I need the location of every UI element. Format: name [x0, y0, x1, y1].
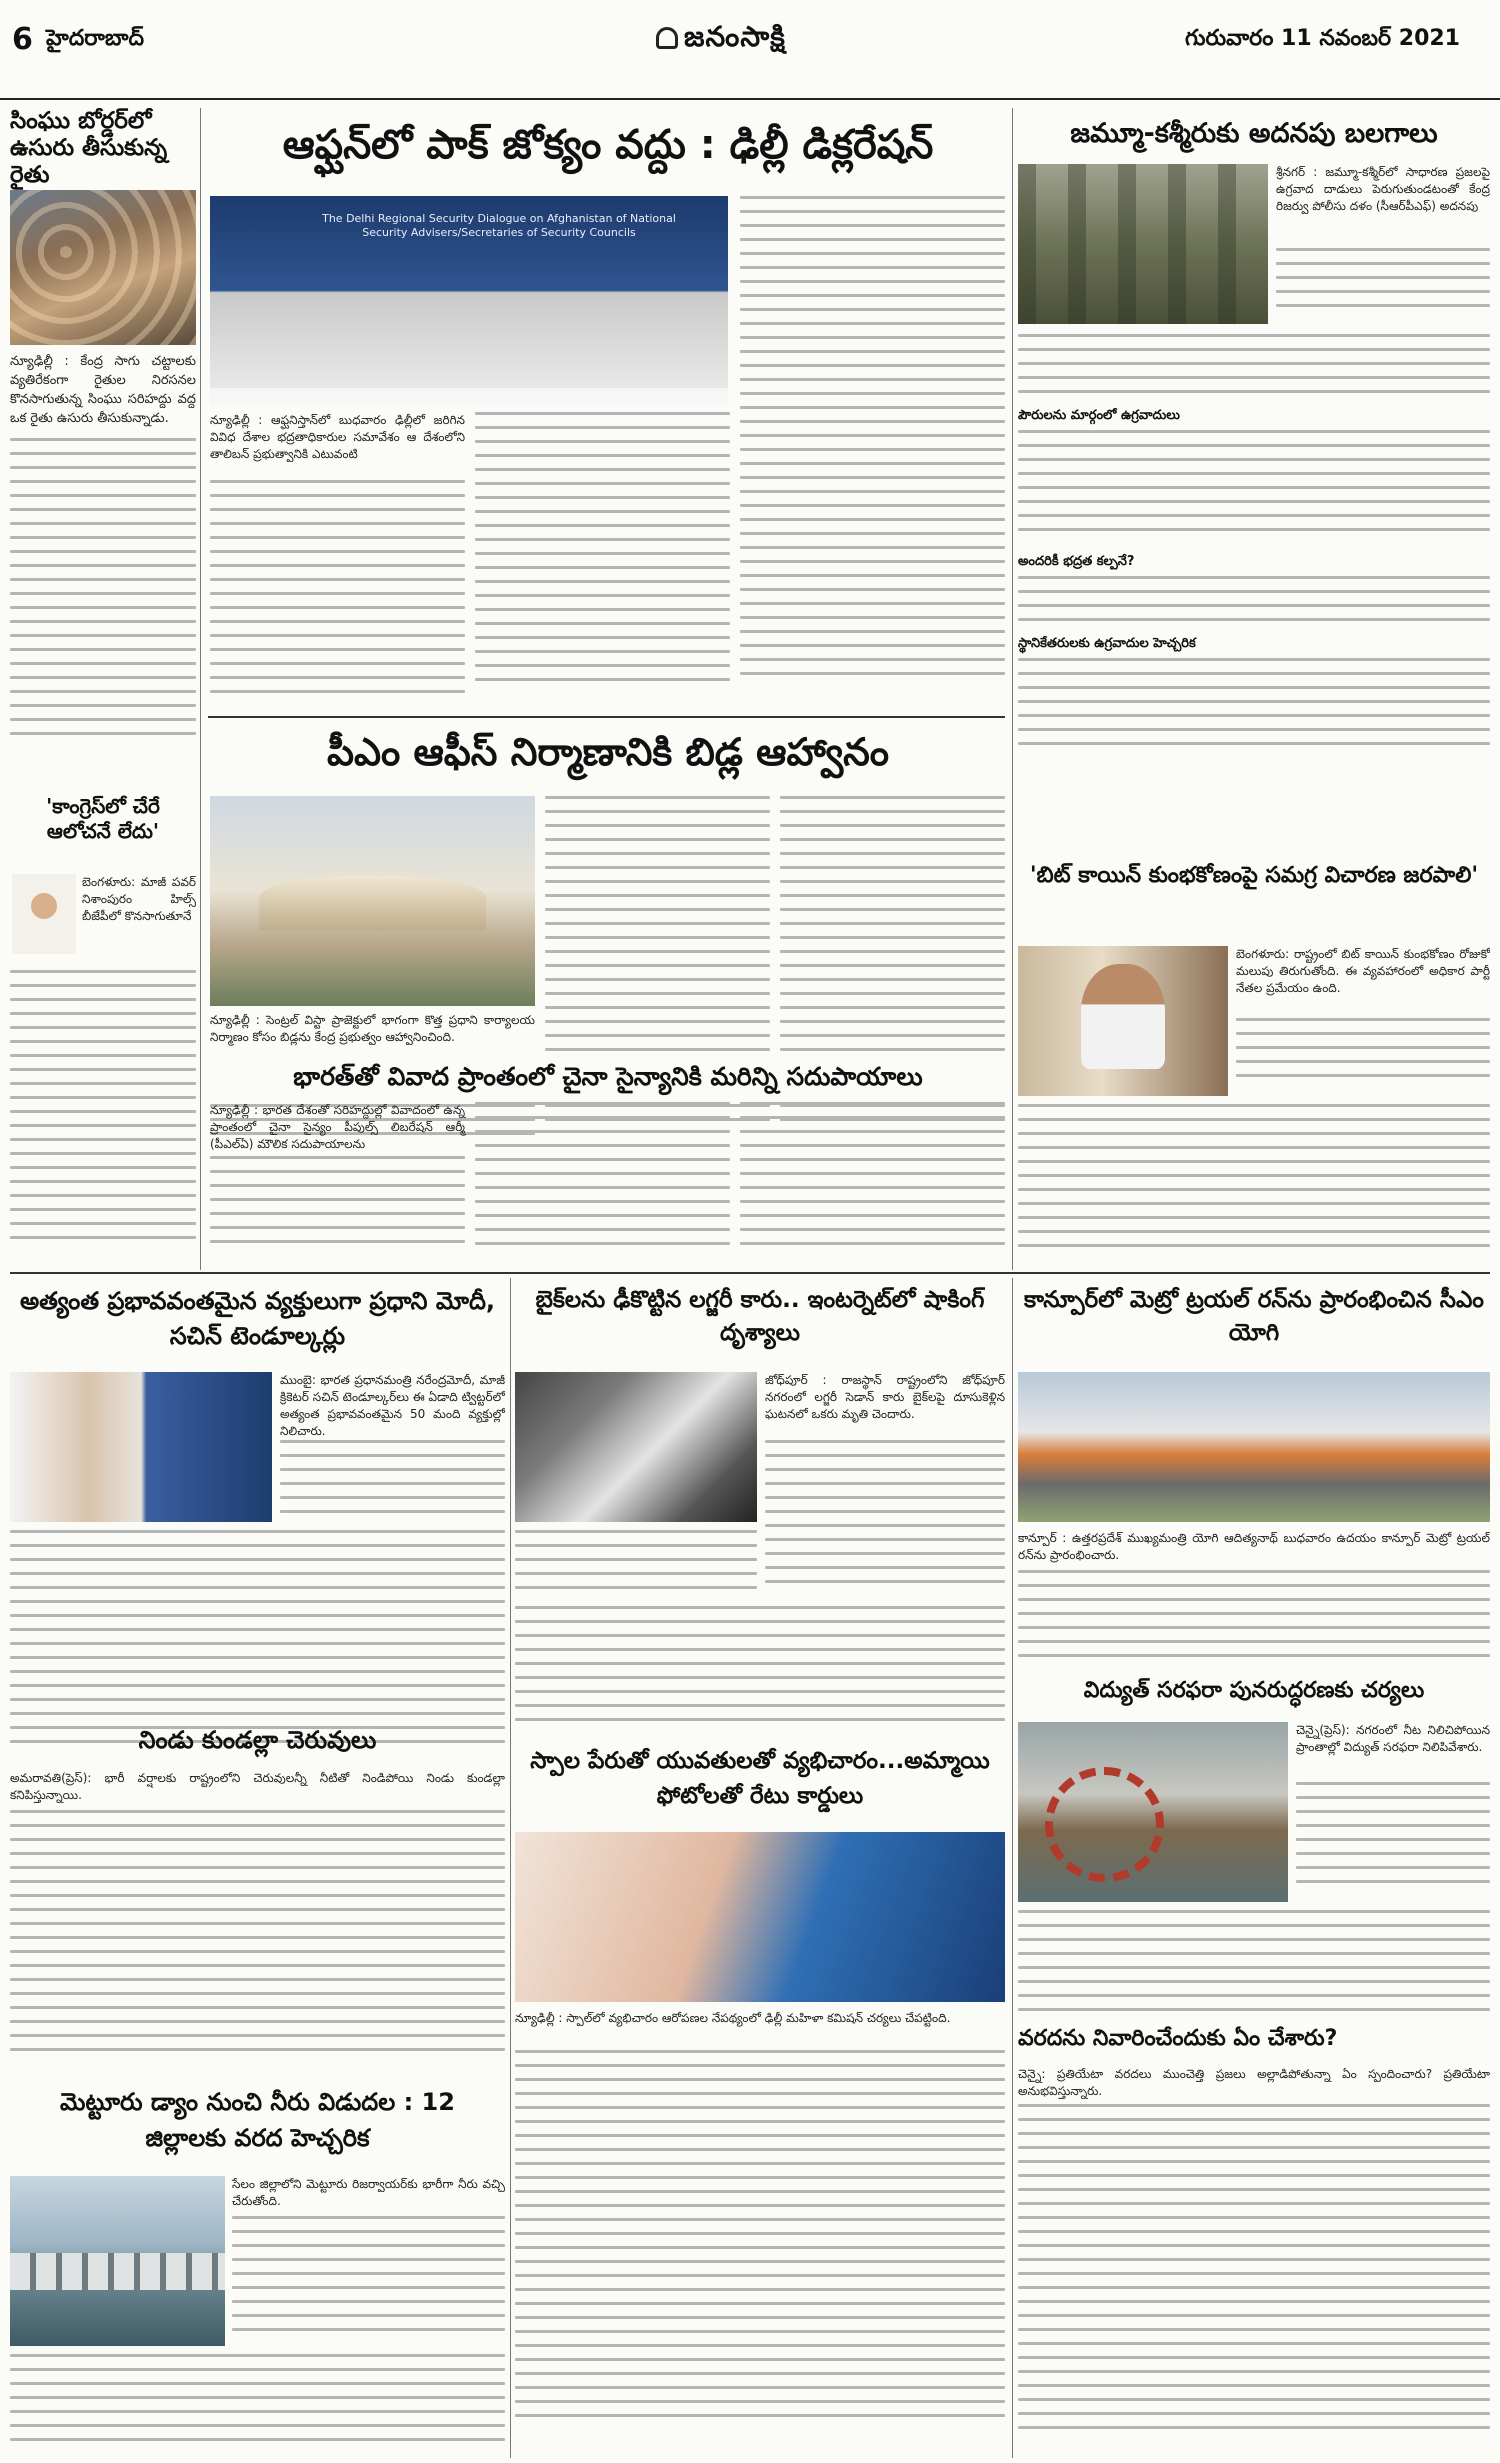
pmo-building-photo: [210, 796, 535, 1006]
farmer-protest-photo: [10, 190, 196, 345]
farmer-headline: సింఘు బోర్డర్‌లో ఉసురు తీసుకున్న రైతు: [10, 108, 168, 189]
car-body: జోధ్‌పూర్ : రాజస్థాన్ రాష్ట్రంలోని జోధ్‌పూర్ నగరంలో లగ్జరీ సెడాన్ కారు బైక్‌లపై దూసుకెళ్లిన ఘటనలో ఒకరు మృతి చెందారు.: [765, 1373, 1005, 1421]
summit-banner-text: The Delhi Regional Security Dialogue on Afghanistan of National Security Advisers/Secretaries of Security Councils: [322, 212, 676, 239]
china-headline-box: [208, 1058, 1008, 1098]
column-divider: [200, 108, 201, 1270]
jk-soldiers-photo: [1018, 164, 1268, 324]
section-divider: [208, 716, 1005, 718]
congress-text-block: [10, 970, 196, 1260]
paper-name: జనంసాక్షి: [684, 20, 786, 53]
congress-body: బెంగళూరు: మాజీ పవర్ నిశాంపురం హిల్స్‌ బీజేపీలో కొనసాగుతూనే: [82, 875, 196, 923]
summit-col2: [475, 412, 730, 710]
jk-text-3: [1018, 576, 1490, 632]
bitcoin-col-text: [1236, 1018, 1490, 1096]
power-col-text: [1296, 1782, 1490, 1902]
dam-photo: [10, 2176, 225, 2346]
jk-story: [1018, 108, 1490, 893]
spa-text: [515, 2050, 1005, 2450]
car-crash-photo: [515, 1372, 757, 1522]
pmo-col2: [545, 796, 770, 1152]
flood-headline: వరదను నివారించేందుకు ఏం చేశారు?: [1018, 2026, 1338, 2051]
main-headline: ఆఫ్ఘన్‌లో పాక్ జోక్యం వద్దు : ఢిల్లీ డిక్లరేషన్: [282, 122, 934, 168]
modi-col-text: [280, 1440, 505, 1522]
jk-subhead-1: పౌరులను మార్గంలో ఉగ్రవాదులు: [1018, 408, 1180, 423]
bitcoin-text: [1018, 1104, 1490, 1264]
power-photo: [1018, 1722, 1288, 1902]
jk-text-1: [1018, 334, 1490, 404]
spa-photo: [515, 1832, 1005, 2002]
power-headline: విద్యుత్ సరఫరా పునరుద్ధరణకు చర్యలు: [1083, 1678, 1425, 1703]
summit-body: న్యూఢిల్లీ : ఆఫ్ఘనిస్తాన్‌లో బుధవారం ఢిల్లీలో జరిగిన వివిధ దేశాల భద్రతాధికారుల సమావేశం ఆ దేశంలోని తాలిబన్ ప్రభుత్వానికి ఎటువంటి: [210, 413, 465, 461]
modi-story: [10, 1280, 505, 1780]
summit-col3: [740, 196, 1005, 710]
metro-photo: [1018, 1372, 1490, 1522]
car-story: [515, 1280, 1005, 1750]
congress-story: [10, 790, 196, 1270]
column-divider: [1012, 108, 1013, 1270]
spa-headline: స్పాల పేరుతో యువతులతో వ్యభిచారం...అమ్మాయి ఫోటోలతో రేటు కార్డులు: [530, 1748, 990, 1809]
car-text-2: [515, 1606, 1005, 1742]
pmo-body: న్యూఢిల్లీ : సెంట్రల్ విస్టా ప్రాజెక్టులో భాగంగా కొత్త ప్రధాని కార్యాలయ నిర్మాణం కోసం బిడ్లను కేంద్ర ప్రభుత్వం ఆహ్వానించింది.: [210, 1013, 535, 1044]
column-divider: [1012, 1278, 1013, 2458]
pmo-headline: పీఎం ఆఫీస్ నిర్మాణానికి బిడ్ల ఆహ్వానం: [326, 730, 890, 774]
metro-text: [1018, 1570, 1490, 1670]
flood-text: [1018, 2104, 1490, 2454]
issue-date: గురువారం 11 నవంబర్ 2021: [1185, 26, 1460, 51]
summit-col1: [210, 480, 465, 710]
page-divider: [10, 1272, 1490, 1274]
dam-col-text: [232, 2216, 505, 2346]
politician-photo: [12, 874, 76, 954]
jk-col-text: [1276, 248, 1490, 324]
farmer-body: న్యూఢిల్లీ : కేంద్ర సాగు చట్టాలకు వ్యతిరేకంగా రైతుల నిరసనల కొనసాగుతున్న సింఘు సరిహద్దు వద్ద ఒక రైతు ఉసురు తీసుకున్నాడు.: [10, 354, 196, 426]
spa-body: న్యూఢిల్లీ : స్పాల్‌లో వ్యభిచారం ఆరోపణల నేపథ్యంలో ఢిల్లీ మహిళా కమిషన్ చర్యలు చేపట్టింది.: [515, 2011, 951, 2025]
car-headline: బైక్‌లను ఢీకొట్టిన లగ్జరీ కారు.. ఇంటర్నెట్‌లో షాకింగ్ దృశ్యాలు: [535, 1287, 985, 1347]
car-text: [515, 1530, 757, 1600]
lakes-headline: నిండు కుండల్లా చెరువులు: [138, 1726, 377, 1754]
china-col3: [740, 1102, 1005, 1266]
main-headline-box: [208, 110, 1008, 192]
bitcoin-body: బెంగళూరు: రాష్ట్రంలో బిట్ కాయిన్ కుంభకోణం రోజుకో మలుపు తిరుగుతోంది. ఈ వ్యవహారంలో అధికార పార్టీ నేతల ప్రమేయం ఉంది.: [1236, 947, 1490, 995]
column-divider: [510, 1278, 511, 2458]
farmer-story: [10, 108, 196, 808]
jk-headline: జమ్మూ-కశ్మీరుకు అదనపు బలగాలు: [1070, 118, 1438, 149]
pmo-col3: [780, 796, 1005, 1152]
modi-sachin-photo: [10, 1372, 272, 1522]
dam-headline: మెట్టూరు డ్యాం నుంచి నీరు విడుదల : 12 జిల్లాలకు వరద హెచ్చరిక: [60, 2088, 455, 2152]
masthead: [0, 0, 1500, 100]
minister-photo: [1018, 946, 1228, 1096]
lakes-text: [10, 1810, 505, 2070]
bitcoin-headline: 'బిట్ కాయిన్ కుంభకోణంపై సమగ్ర విచారణ జరపాలి': [1029, 863, 1479, 888]
logo-mark-icon: [656, 27, 678, 49]
metro-story: [1018, 1280, 1490, 1675]
spa-story: [515, 1740, 1005, 2458]
dam-story: [10, 2080, 505, 2458]
section-city: హైదరాబాద్: [46, 26, 144, 51]
farmer-text-block: [10, 438, 196, 763]
jk-subhead-3: స్థానికేతరులకు ఉగ్రవాదుల హెచ్చరిక: [1018, 636, 1196, 651]
china-body: న్యూఢిల్లీ : భారత దేశంతో సరిహద్దుల్లో వివాదంలో ఉన్న ప్రాంతంలో చైనా సైన్యం పీపుల్స్ లిబరేషన్ ఆర్మీ (పీఎల్‌ఏ) మౌలిక సదుపాయాలను: [210, 1103, 465, 1151]
china-col2: [475, 1102, 730, 1266]
lakes-body: అమరావతి(ప్రెస్): భారీ వర్షాలకు రాష్ట్రంలోని చెరువులన్నీ నీటితో నిండిపోయి నిండు కుండల్లా కనిపిస్తున్నాయి.: [10, 1771, 505, 1802]
congress-headline: 'కాంగ్రెస్‌లో చేరే ఆలోచనే లేదు': [46, 794, 160, 843]
summit-photo: [210, 196, 728, 406]
dam-body: సేలం జిల్లాలోని మెట్టూరు రిజర్వాయర్‌కు భారీగా నీరు వచ్చి చేరుతోంది.: [232, 2177, 505, 2208]
dam-text: [10, 2354, 505, 2454]
pmo-headline-box: [208, 722, 1008, 792]
china-col1: [210, 1156, 465, 1266]
bitcoin-story: [1018, 858, 1490, 1273]
power-story: [1018, 1672, 1490, 2062]
modi-body: ముంబై: భారత ప్రధానమంత్రి నరేంద్రమోదీ, మాజీ క్రికెటర్ సచిన్ టెండూల్కర్‌లు ఈ ఏడాది ట్విట్టర్‌లో అత్యంత ప్రభావవంతమైన 50 మంది వ్యక్తుల్లో నిలిచారు.: [280, 1373, 505, 1438]
page-number: 6: [12, 22, 33, 57]
modi-headline: అత్యంత ప్రభావవంతమైన వ్యక్తులుగా ప్రధాని మోదీ, సచిన్ టెండూల్కర్లు: [19, 1287, 496, 1350]
jk-subhead-2: అందరికీ భద్రత కల్పనే?: [1018, 554, 1135, 569]
china-headline: భారత్‌తో వివాద ప్రాంతంలో చైనా సైన్యానికి మరిన్ని సదుపాయాలు: [293, 1062, 923, 1091]
power-body: చెన్నై(ప్రెస్): నగరంలో నీట నిలిచిపోయిన ప్రాంతాల్లో విద్యుత్ సరఫరా నిలిపివేశారు.: [1296, 1723, 1490, 1754]
jk-text-4: [1018, 658, 1490, 758]
paper-logo: [656, 20, 786, 60]
car-col-text: [765, 1440, 1005, 1600]
metro-body: కాన్పూర్ : ఉత్తరప్రదేశ్ ముఖ్యమంత్రి యోగి ఆదిత్యనాథ్ బుధవారం ఉదయం కాన్పూర్ మెట్రో ట్రయల్ రన్‌ను ప్రారంభించారు.: [1018, 1531, 1490, 1562]
flood-story: [1018, 2020, 1490, 2458]
flood-body: చెన్నై: ప్రతియేటా వరదలు ముంచెత్తి ప్రజలు అల్లాడిపోతున్నా ఏం స్పందించారు? ప్రతియేటా అనుభవిస్తున్నారు.: [1018, 2067, 1490, 2098]
metro-headline: కాన్పూర్‌లో మెట్రో ట్రయల్ రన్‌ను ప్రారంభించిన సీఎం యోగి: [1024, 1287, 1484, 1347]
jk-text-2: [1018, 430, 1490, 550]
power-text: [1018, 1910, 1490, 2020]
jk-body: శ్రీనగర్ : జమ్మూ-కశ్మీర్‌లో సాధారణ ప్రజలపై ఉగ్రవాద దాడులు పెరుగుతుండటంతో కేంద్ర రిజర్వు పోలీసు దళం (సీఆర్‌పీఎఫ్) అదనపు: [1276, 165, 1490, 213]
lakes-story: [10, 1720, 505, 2085]
